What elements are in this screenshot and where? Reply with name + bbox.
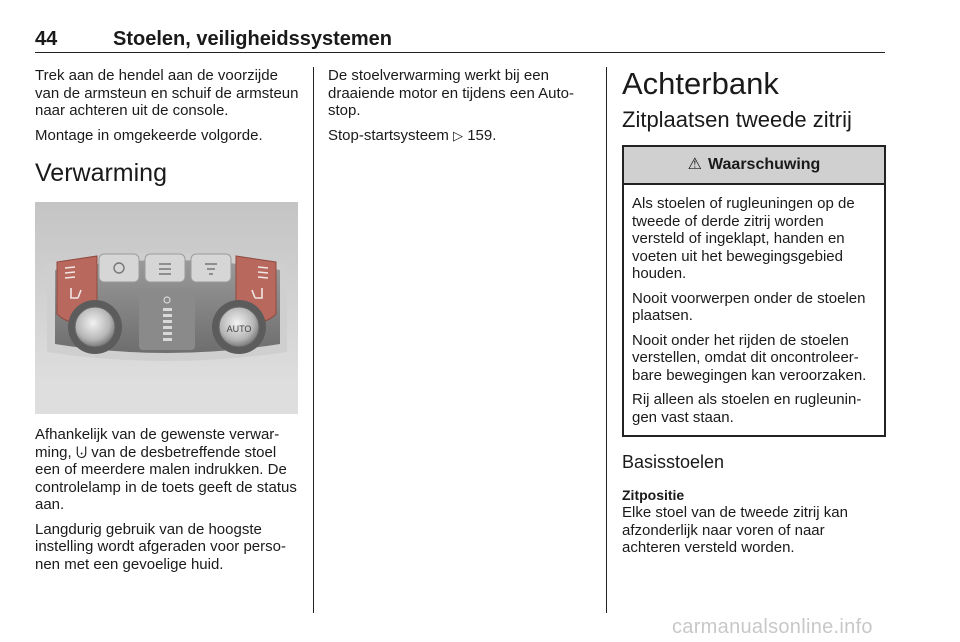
zitpositie-paragraph: Elke stoel van de tweede zitrij kan afzonderlijk naar voren of naar achteren versteld worden. [622,504,848,556]
autostop-paragraph: De stoelverwarming werkt bij een draaiende motor en tijdens een Auto-stop. [328,67,574,119]
verwarming-paragraph-1 [35,426,300,514]
page-reference-icon: ▷ [453,127,464,143]
warning-icon: ⚠ [687,156,703,174]
heading-zitplaatsen: Zitplaatsen tweede zitrij [622,107,852,132]
column-middle [328,67,593,151]
paragraph-text-b: van de desbetreffende stoel een of meerdere malen indrukken. De controlelamp in de toets geeft de status aan. [35,443,297,513]
intro-paragraph-1: Trek aan de hendel aan de voorzijde van de armsteun en schuif de armsteun naar achteren uit de console. [35,67,299,119]
intro-paragraph-2: Montage in omgekeerde volgorde. [35,126,263,144]
warning-paragraph-1: Als stoelen of rugleuningen op de tweede of derde zitrij worden versteld of ingeklapt, handen en voeten uit het bewegingsgebied houden. [632,195,855,282]
warning-paragraph-3: Nooit onder het rijden de stoelen verstellen, omdat dit oncontroleerbare bewegingen kan veroorzaken. [632,331,867,384]
column-divider-1 [313,67,314,613]
column-right [622,67,886,564]
reference-text: Stop-startsysteem [328,126,449,144]
column-divider-2 [606,67,607,613]
warning-paragraph-2: Nooit voorwerpen onder de stoelen plaatsen. [632,289,866,324]
warning-paragraph-4: Rij alleen als stoelen en rugleuningen vast staan. [632,391,862,426]
running-title: Stoelen, veiligheidssystemen [113,28,392,50]
warning-header [624,147,884,185]
warning-title: Waarschuwing [708,156,821,174]
column-left [35,67,300,580]
warning-box [622,145,886,437]
heading-basisstoelen: Basisstoelen [622,452,725,472]
heading-achterbank: Achterbank [622,66,779,101]
auto-label: AUTO [226,324,252,334]
watermark: carmanualsonline.info [672,616,873,638]
warning-body [624,185,884,435]
seat-heating-icon: ⨃ [75,443,88,460]
paragraph-text-a: Afhankelijk van de gewenste verwarming, [35,426,280,461]
page-number: 44 [35,28,58,50]
page-header [35,28,885,53]
reference-page: 159. [467,126,497,144]
reference-paragraph [328,127,593,145]
climate-control-photo [35,202,298,414]
verwarming-paragraph-2: Langdurig gebruik van de hoogste instelling wordt afgeraden voor personen met een gevoelige huid. [35,520,286,573]
heading-zitpositie: Zitpositie [622,487,685,503]
section-heading-verwarming: Verwarming [35,159,167,187]
